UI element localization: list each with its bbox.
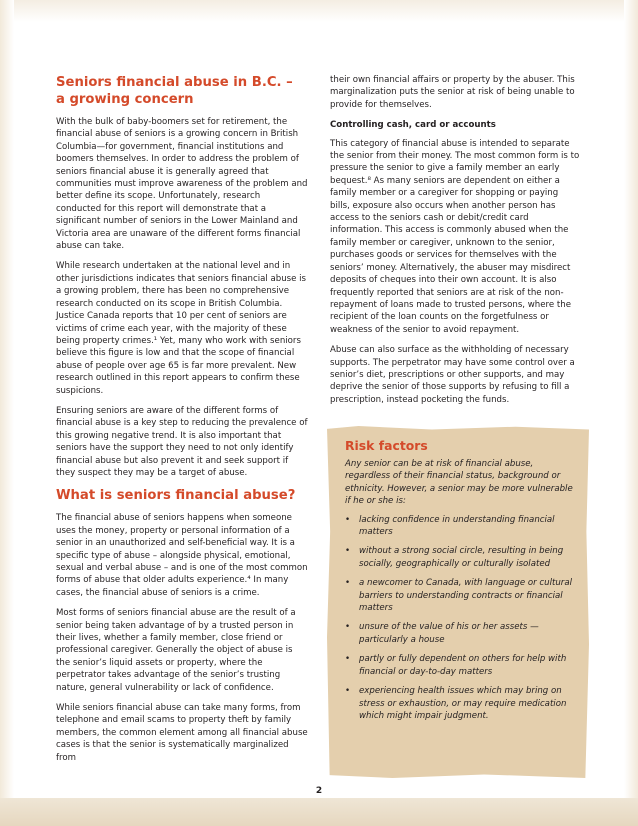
right-column — [330, 74, 580, 414]
left-column — [56, 74, 308, 772]
page-border-left — [0, 0, 14, 826]
list-item-text: experiencing health issues which may bring on stress or exhaustion, or may require medication which might impair judgment. — [359, 686, 567, 721]
page-border-right — [624, 0, 638, 826]
paragraph: With the bulk of baby-boomers set for retirement, the financial abuse of seniors is a growing concern in British Columbia—for government, financial institutions and boomers themselves. In order to address the problem of seniors financial abuse it is generally agreed that communities must improve awareness of the problem and better define its scope. Unfortunately, research conducted for this report will demonstrate that a significant number of seniors in the Lower Mainland and Victoria area are unaware of the different forms financial abuse can take. — [56, 117, 308, 252]
bullet-icon: • — [345, 622, 351, 633]
risk-factors-title: Risk factors — [345, 438, 428, 453]
list-item-text: a newcomer to Canada, with language or cultural barriers to understanding contracts or financial matters — [359, 578, 572, 614]
page-border-top — [0, 0, 638, 22]
page-border-bottom — [0, 798, 638, 826]
bullet-icon: • — [345, 578, 351, 589]
list-item — [345, 621, 573, 646]
bullet-icon: • — [345, 686, 351, 697]
list-item — [345, 514, 573, 539]
risk-factors-list — [345, 514, 573, 723]
section-heading-what-is-abuse: What is seniors financial abuse? — [56, 488, 296, 504]
paragraph: While research undertaken at the national level and in other jurisdictions indicates that seniors financial abuse is a growing problem, there has been no comprehensive research conducted on its scope in British Columbia. Justice Canada reports that 10 per cent of seniors are victims of crime each year, with the majority of these being property crimes.¹ Yet, many who work with seniors believe this figure is low and that the scope of financial abuse of people over age 65 is far more prevalent. New research outlined in this report appears to confirm these suspicions. — [56, 261, 307, 396]
risk-factors-box — [345, 438, 573, 729]
bullet-icon: • — [345, 546, 351, 557]
list-item-text: lacking confidence in understanding financial matters — [359, 514, 555, 538]
bullet-icon: • — [345, 654, 351, 665]
list-item-text: unsure of the value of his or her assets — particularly a house — [359, 622, 539, 645]
list-item — [345, 545, 573, 570]
paragraph: This category of financial abuse is intended to separate the senior from their money. The most common form is to pressure the senior to give a family member an early bequest.⁸ As many seniors are dependent on either a family member or a caregiver for shopping or paying bills, exposure also occurs when another person has access to the seniors cash or debit/credit card information. This access is commonly abused when the family member or caregiver, unknown to the senior, purchases goods or services for themselves with the seniors’ money. Alternatively, the abuser may misdirect deposits of cheques into their own account. It is also frequently reported that seniors are at risk of the non-repayment of loans made to trusted persons, where the recipient of the loan counts on the forgetfulness or weakness of the senior to avoid repayment. — [330, 138, 580, 335]
list-item-text: partly or fully dependent on others for help with financial or day-to-day matters — [359, 654, 567, 677]
paragraph: The financial abuse of seniors happens when someone uses the money, property or personal information of a senior in an unauthorized and self-beneficial way. It is a specific type of abuse – alongside physical, emotional, sexual and verbal abuse – and is one of the most common forms of abuse that older adults experience.⁴ In many cases, the financial abuse of seniors is a crime. — [56, 513, 308, 598]
page-number: 2 — [315, 786, 323, 796]
section-heading-growing-concern — [56, 74, 308, 108]
list-item-text: without a strong social circle, resulting in being socially, geographically or culturally isolated — [359, 546, 564, 569]
paragraph: Ensuring seniors are aware of the different forms of financial abuse is a key step to reducing the prevalence of this growing negative trend. It is also important that seniors have the support they need to not only identify financial abuse but also prevent it and seek support if they suspect they may be a target of abuse. — [56, 405, 308, 478]
heading-line-2: a growing concern — [56, 92, 194, 107]
risk-factors-intro: Any senior can be at risk of financial abuse, regardless of their financial status, background or ethnicity. However, a senior may be more vulnerable if he or she is: — [345, 459, 573, 507]
heading-line-1: Seniors financial abuse in B.C. – — [56, 75, 293, 90]
list-item — [345, 577, 573, 614]
bullet-icon: • — [345, 514, 351, 525]
paragraph: Most forms of seniors financial abuse are the result of a senior being taken advantage of by a trusted person in their lives, whether a family member, close friend or professional caregiver. Generally the object of abuse is the senior’s liquid assets or property, where the perpetrator takes advantage of the senior’s trusting nature, general vulnerability or lack of confidence. — [56, 608, 296, 693]
subheading-controlling-cash: Controlling cash, card or accounts — [330, 120, 496, 131]
list-item — [345, 685, 573, 722]
paragraph: While seniors financial abuse can take many forms, from telephone and email scams to property theft by family members, the common element among all financial abuse cases is that the senior is systematically marginalized from — [56, 703, 308, 763]
paragraph: Abuse can also surface as the withholding of necessary supports. The perpetrator may have some control over a senior’s diet, prescriptions or other supports, and may deprive the senior of those supports by refusing to fill a prescription, instead pocketing the funds. — [330, 345, 575, 405]
paragraph-continued: their own financial affairs or property by the abuser. This marginalization puts the senior at risk of being unable to provide for themselves. — [330, 75, 575, 110]
list-item — [345, 653, 573, 678]
